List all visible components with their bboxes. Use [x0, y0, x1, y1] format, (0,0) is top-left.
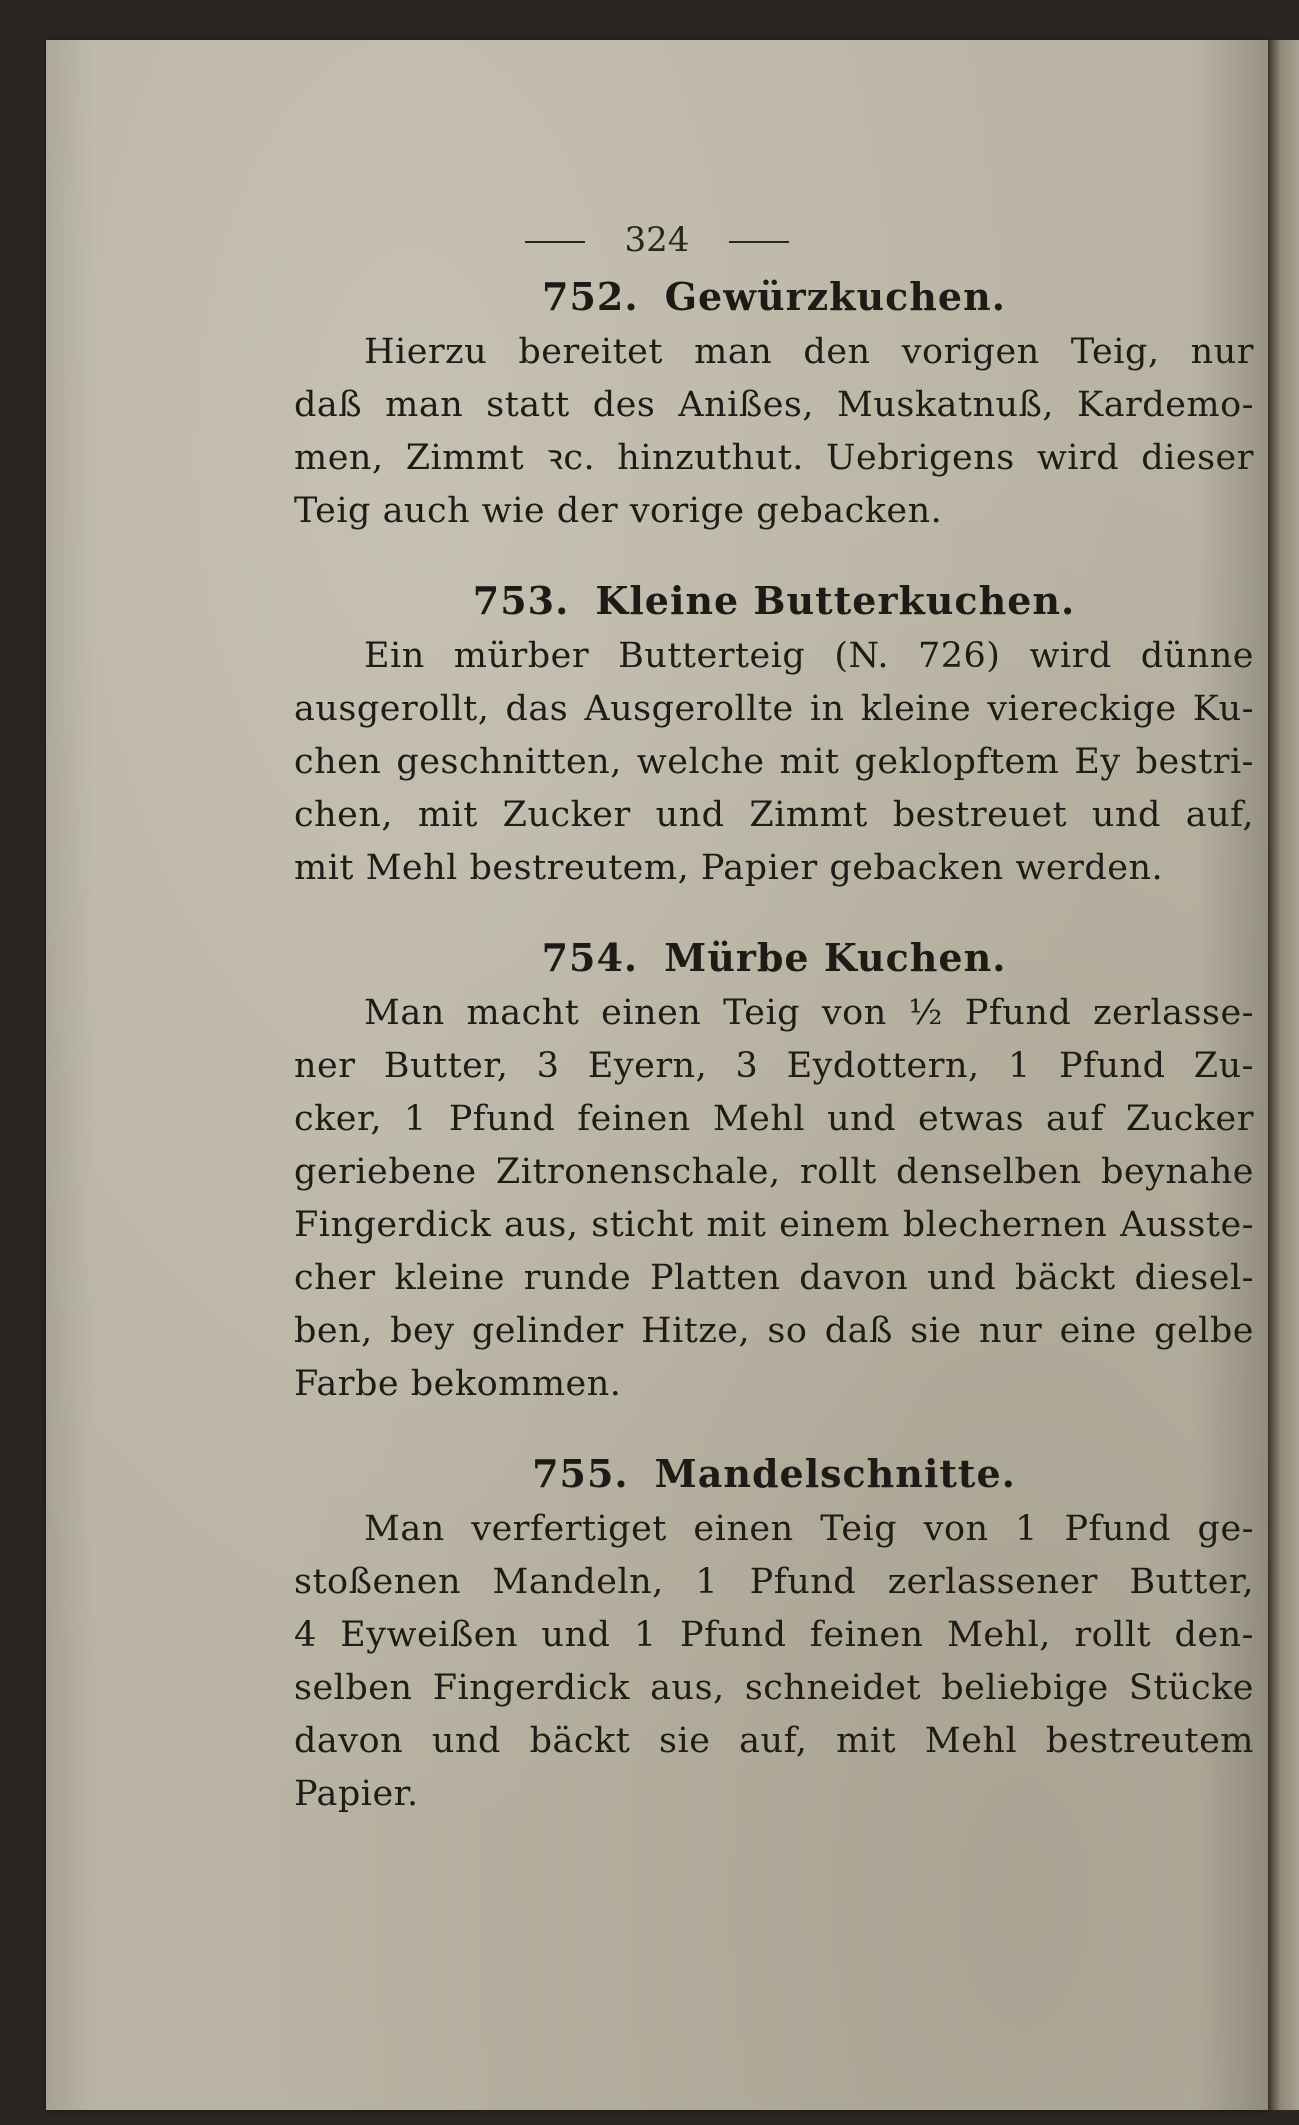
text-line: chen, mit Zucker und Zimmt bestreuet und auf, [294, 795, 1254, 835]
recipe-heading [294, 572, 1254, 630]
text-line: mit Mehl bestreutem, Papier gebacken werden. [294, 848, 1164, 888]
text-line: daß man statt des Anißes, Muskatnuß, Kardemo- [294, 385, 1254, 425]
text-line: Hierzu bereitet man den vorigen Teig, nur [364, 332, 1254, 372]
text-line: stoßenen Mandeln, 1 Pfund zerlassener Butter, [294, 1562, 1254, 1602]
text-line: Man macht einen Teig von ½ Pfund zerlasse- [364, 993, 1254, 1033]
running-head [46, 220, 1268, 260]
text-line: men, Zimmt ꝛc. hinzuthut. Uebrigens wird dieser [294, 438, 1254, 478]
dash-right [729, 241, 789, 243]
text-line: selben Fingerdick aus, schneidet beliebige Stücke [294, 1668, 1254, 1708]
text-line: Ein mürber Butterteig (N. 726) wird dünne [364, 636, 1254, 676]
recipe-title: Mandelschnitte. [654, 1451, 1016, 1496]
page-content [294, 268, 1254, 1821]
recipe-754 [294, 929, 1254, 1411]
text-line: 4 Eyweißen und 1 Pfund feinen Mehl, rollt den- [294, 1615, 1254, 1655]
recipe-heading [294, 1445, 1254, 1503]
recipe-heading [294, 268, 1254, 326]
recipe-heading [294, 929, 1254, 987]
text-line: Man verfertiget einen Teig von 1 Pfund ge- [364, 1509, 1254, 1549]
recipe-title: Mürbe Kuchen. [664, 935, 1007, 980]
text-line: Farbe bekommen. [294, 1364, 622, 1404]
recipe-title: Gewürzkuchen. [664, 274, 1006, 319]
text-line: Papier. [294, 1774, 419, 1814]
recipe-755 [294, 1445, 1254, 1821]
next-page-edge [1268, 40, 1299, 2110]
recipe-752 [294, 268, 1254, 538]
dash-left [525, 241, 585, 243]
text-line: Teig auch wie der vorige gebacken. [294, 491, 943, 531]
recipe-number: 755. [532, 1451, 629, 1496]
text-line: geriebene Zitronenschale, rollt denselben beynahe [294, 1152, 1254, 1192]
text-line: davon und bäckt sie auf, mit Mehl bestreutem [294, 1721, 1254, 1761]
text-line: ausgerollt, das Ausgerollte in kleine viereckige Ku- [294, 689, 1254, 729]
recipe-number: 752. [542, 274, 639, 319]
text-line: chen geschnitten, welche mit geklopftem Ey bestri- [294, 742, 1254, 782]
recipe-number: 754. [541, 935, 639, 980]
page-number: 324 [624, 220, 690, 260]
text-line: cher kleine runde Platten davon und bäckt diesel- [294, 1258, 1254, 1298]
text-line: cker, 1 Pfund feinen Mehl und etwas auf Zucker [294, 1099, 1254, 1139]
text-line: ner Butter, 3 Eyern, 3 Eydottern, 1 Pfund Zu- [294, 1046, 1254, 1086]
text-line: ben, bey gelinder Hitze, so daß sie nur eine gelbe [294, 1311, 1254, 1351]
book-page [46, 40, 1268, 2110]
text-line: Fingerdick aus, sticht mit einem blechernen Ausste- [294, 1205, 1254, 1245]
recipe-title: Kleine Butterkuchen. [595, 578, 1076, 623]
recipe-753 [294, 572, 1254, 895]
recipe-number: 753. [472, 578, 570, 623]
